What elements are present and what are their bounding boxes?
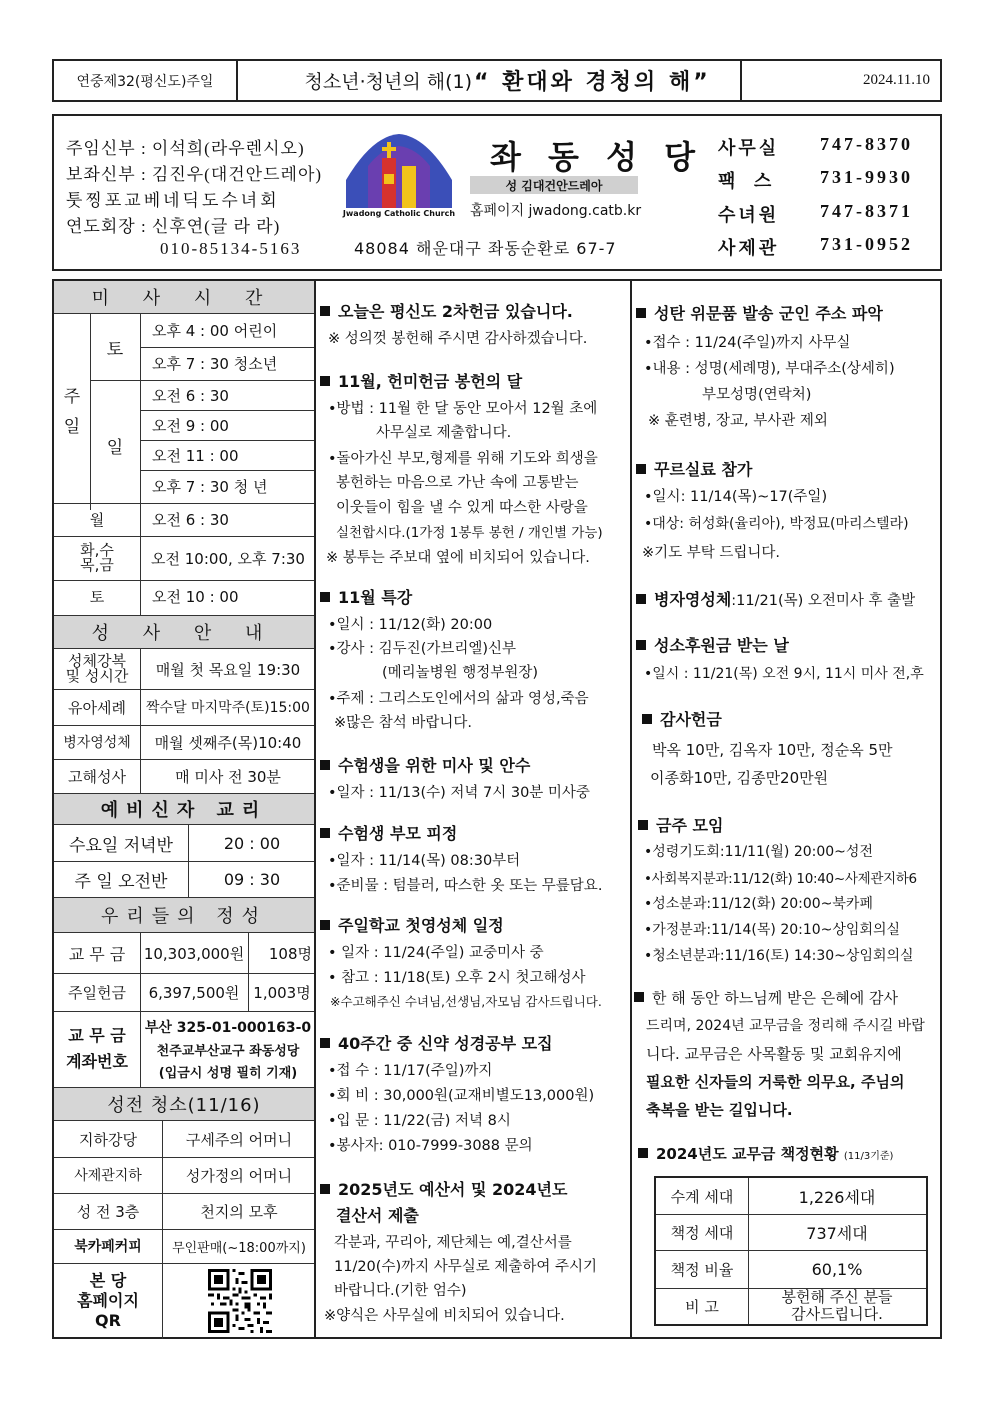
table-label-2: 책정 세대 — [670, 1223, 734, 1242]
notice-text: •봉사자: 010-7999-3088 문의 — [328, 1138, 533, 1154]
saturday-label: 토 — [106, 339, 124, 360]
contact-label-rectory: 사제관 — [718, 238, 780, 258]
liturgical-week: 연중제32(평신도)주일 — [76, 73, 214, 90]
notice-text: •일시 : 11/21(목) 오전 9시, 11시 미사 전,후 — [644, 666, 924, 682]
notice-text: • 참고 : 11/18(토) 오후 2시 첫고해성사 — [328, 970, 586, 986]
notice-text: 필요한 신자들의 거룩한 의무요, 주님의 — [646, 1073, 905, 1091]
offering-label-2: 주일헌금 — [68, 983, 126, 1002]
chairman-phone: 010-85134-5163 — [160, 239, 302, 258]
contact-number-office: 747-8370 — [820, 134, 913, 154]
notice-text: 봉헌하는 마음으로 가난 속에 고통받는 — [336, 475, 579, 491]
square-bullet-icon — [638, 1148, 648, 1158]
right-column — [632, 279, 942, 1339]
sacrament-label-1: 성체강복 및 성시간 — [65, 652, 129, 685]
table-value-1: 1,226세대 — [798, 1187, 876, 1207]
contact-number-convent: 747-8371 — [820, 201, 913, 221]
table-value-2: 737세대 — [806, 1223, 868, 1243]
square-bullet-icon — [636, 640, 646, 650]
qr-label: 본 당 홈페이지 QR — [77, 1271, 139, 1330]
cleaning-group-4: 무인판매(~18:00까지) — [172, 1240, 306, 1256]
contact-label-fax: 팩 스 — [718, 171, 779, 191]
square-bullet-icon — [636, 594, 646, 604]
middle-column — [314, 279, 632, 1339]
notice-text: •돌아가신 부모,형제를 위해 기도와 희생을 — [328, 451, 598, 467]
sacrament-label-2: 유아세례 — [68, 698, 126, 717]
year-theme: 청소년·청년의 해(1) — [304, 71, 472, 93]
table-label-4: 비 고 — [685, 1297, 719, 1316]
notice-text: •방법 : 11월 한 달 동안 모아서 12월 초에 — [328, 401, 598, 417]
notice-text: •성소분과:11/12(화) 20:00~북카페 — [644, 896, 873, 912]
tithe-status-table — [654, 1176, 928, 1326]
notice-first-communion: 주일학교 첫영성체 일정 — [320, 913, 504, 936]
notice-text: 실천합시다.(1가정 1봉투 봉헌 / 개인별 가능) — [336, 525, 603, 541]
square-bullet-icon — [320, 1184, 330, 1194]
notice-text: ※수고해주신 수녀님,선생님,자모님 감사드립니다. — [330, 994, 602, 1009]
offering-count-2: 1,003명 — [253, 983, 311, 1002]
notice-sick-communion: 병자영성체:11/21(목) 오전미사 후 출발 — [636, 587, 915, 610]
square-bullet-icon — [320, 592, 330, 602]
notice-thanks-offering: 감사헌금 — [642, 707, 722, 730]
patron-saint: 성 김대건안드레아 — [470, 176, 638, 194]
notice-text: 11/20(수)까지 사무실로 제출하여 주시기 — [334, 1259, 598, 1275]
notice-text: ※ 성의껏 봉헌해 주시면 감사하겠습니다. — [328, 331, 588, 347]
notice-parent-retreat: 수험생 부모 피정 — [320, 821, 457, 844]
table-label-3: 책정 비율 — [670, 1260, 734, 1279]
qr-code-icon — [208, 1269, 272, 1333]
notice-tithe-status: 2024년도 교무금 책정현황 (11/3기준) — [638, 1143, 893, 1164]
notice-bible-study: 40주간 중 신약 성경공부 모집 — [320, 1031, 553, 1054]
notice-text: •주제 : 그리스도인에서의 삶과 영성,죽음 — [328, 691, 589, 707]
notice-text: •강사 : 김두진(가브리엘)신부 — [328, 641, 517, 657]
notice-text: •청소년분과:11/16(토) 14:30~상임회의실 — [644, 948, 914, 964]
chairman: 연도회장 : 신후연(글 라 라) — [66, 217, 281, 236]
cleaning-place-3: 성 전 3층 — [76, 1202, 140, 1221]
account-number: 부산 325-01-000163-0 — [144, 1020, 312, 1036]
notice-exam-mass: 수험생을 위한 미사 및 안수 — [320, 753, 530, 776]
cleaning-title: 성전 청소(11/16) — [54, 1087, 314, 1121]
year-slogan: “ 환대와 경청의 해” — [474, 70, 711, 95]
cleaning-place-1: 지하강당 — [79, 1130, 137, 1149]
church-name: 좌 동 성 당 — [490, 138, 704, 176]
mass-sun-2: 오전 9 : 00 — [152, 416, 229, 435]
sunday-label: 주 일 — [63, 387, 81, 437]
church-header — [52, 114, 942, 271]
notice-text: •접 수 : 11/17(주일)까지 — [328, 1063, 493, 1079]
square-bullet-icon — [320, 1038, 330, 1048]
notice-text: ※많은 참석 바랍니다. — [334, 715, 473, 731]
church-address: 48084 해운대구 좌동순환로 67-7 — [354, 239, 617, 258]
notice-text: •내용 : 성명(세례명), 부대주소(상세히) — [644, 361, 895, 377]
mass-sat-weekday: 오전 10 : 00 — [152, 588, 239, 606]
notice-weekly-meetings: 금주 모임 — [638, 813, 723, 836]
mass-monday: 오전 6 : 30 — [152, 511, 229, 529]
notice-text: ※양식은 사무실에 비치되어 있습니다. — [324, 1308, 565, 1324]
contact-number-fax: 731-9930 — [820, 167, 913, 187]
notice-text: 바랍니다.(기한 엄수) — [334, 1283, 467, 1299]
notice-rice-offering: 11월, 헌미헌금 봉헌의 달 — [320, 369, 522, 392]
notice-text: 이웃들이 힘을 낼 수 있게 따스한 사랑을 — [336, 500, 588, 516]
homepage-url[interactable]: 홈페이지 jwadong.catb.kr — [470, 203, 642, 219]
account-note: (입금시 성명 필히 기재) — [158, 1065, 298, 1081]
square-bullet-icon — [636, 308, 646, 318]
notice-text: 드리며, 2024년 교무금을 정리해 주시길 바랍 — [646, 1018, 925, 1034]
notice-text: •일자 : 11/13(수) 저녁 7시 30분 미사중 — [328, 785, 590, 801]
sacrament-value-3: 매월 셋째주(목)10:40 — [154, 733, 302, 752]
church-logo-icon — [342, 130, 456, 220]
notice-text: •일자 : 11/14(목) 08:30부터 — [328, 853, 521, 869]
sacrament-value-2: 짝수달 마지막주(토)15:00 — [146, 700, 310, 716]
assistant-priest: 보좌신부 : 김진우(대건안드레아) — [66, 165, 323, 184]
square-bullet-icon — [320, 760, 330, 770]
contact-label-convent: 수녀원 — [718, 205, 780, 225]
mass-times-title: 미 사 시 간 — [54, 281, 314, 314]
catechism-label-2: 주 일 오전반 — [74, 871, 168, 892]
offering-amount-2: 6,397,500원 — [148, 983, 240, 1002]
offering-title: 우리들의 정성 — [54, 897, 314, 933]
notice-text: (메리놀병원 행정부원장) — [382, 665, 538, 681]
square-bullet-icon — [320, 376, 330, 386]
notice-text: ※ 훈련병, 장교, 부사관 제외 — [648, 413, 828, 429]
notice-text: ※ 봉투는 주보대 옆에 비치되어 있습니다. — [326, 550, 590, 566]
mass-sun-4: 오후 7 : 30 청 년 — [152, 478, 268, 496]
table-value-4: 봉헌해 주신 분들 감사드립니다. — [781, 1288, 893, 1323]
logo-caption: Jwadong Catholic Church — [342, 209, 456, 218]
square-bullet-icon — [320, 306, 330, 316]
notice-second-collection: 오늘은 평신도 2차헌금 있습니다. — [320, 299, 573, 322]
account-label: 교 무 금 계좌번호 — [66, 1026, 128, 1071]
homepage-qr-code[interactable] — [208, 1269, 272, 1333]
notice-text: 이종화10만, 김종만20만원 — [650, 769, 829, 787]
sacrament-title: 성 사 안 내 — [54, 615, 314, 649]
offering-amount-1: 10,303,000원 — [143, 944, 245, 963]
cleaning-group-3: 천지의 모후 — [200, 1202, 278, 1221]
notice-text: 사무실로 제출합니다. — [376, 425, 512, 441]
notice-tithe-message: 한 해 동안 하느님께 받은 은혜에 감사 — [634, 987, 898, 1008]
notice-text: 축복을 받는 길입니다. — [646, 1101, 793, 1119]
pastor: 주임신부 : 이석희(라우렌시오) — [66, 139, 305, 158]
notice-soldier-address: 성탄 위문품 발송 군인 주소 파악 — [636, 301, 883, 324]
sacrament-label-4: 고해성사 — [68, 767, 126, 786]
notice-text: • 일자 : 11/24(주일) 교중미사 중 — [328, 945, 544, 961]
catechism-value-2: 09 : 30 — [223, 869, 281, 889]
offering-count-1: 108명 — [268, 944, 312, 963]
notice-text: •사회복지분과:11/12(화) 10:40~사제관지하6 — [644, 871, 917, 887]
sacrament-value-4: 매 미사 전 30분 — [175, 767, 281, 786]
notice-text: •일시 : 11/12(화) 20:00 — [328, 617, 493, 633]
notice-budget: 2025년도 예산서 및 2024년도 — [320, 1177, 567, 1200]
notice-text: •가정분과:11/14(목) 20:10~상임회의실 — [644, 922, 901, 938]
square-bullet-icon — [642, 714, 652, 724]
square-bullet-icon — [320, 828, 330, 838]
notice-text: •대상: 허성화(율리아), 박정묘(마리스텔라) — [644, 516, 909, 532]
notice-text: •입 문 : 11/22(금) 저녁 8시 — [328, 1113, 511, 1129]
left-column — [52, 279, 314, 1339]
cleaning-place-2: 사제관지하 — [74, 1168, 142, 1184]
cleaning-group-1: 구세주의 어머니 — [185, 1130, 293, 1149]
notice-text: 각분과, 꾸리아, 제단체는 예,결산서를 — [334, 1235, 572, 1251]
contact-label-office: 사무실 — [718, 138, 780, 158]
sunday-day-label: 일 — [106, 437, 124, 458]
sacrament-value-1: 매월 첫 목요일 19:30 — [155, 660, 301, 679]
monday-label: 월 — [89, 511, 105, 529]
notice-text: 부모성명(연락처) — [702, 387, 812, 403]
table-label-1: 수계 세대 — [670, 1187, 734, 1206]
cleaning-place-4: 북카페커피 — [74, 1239, 142, 1255]
catechism-label-1: 수요일 저녁반 — [69, 835, 173, 856]
mass-sat-1: 오후 4 : 00 어린이 — [152, 322, 278, 340]
table-value-3: 60,1% — [811, 1259, 863, 1279]
square-bullet-icon — [634, 992, 644, 1002]
account-holder: 천주교부산교구 좌동성당 — [156, 1043, 300, 1059]
square-bullet-icon — [636, 464, 646, 474]
notice-text: •일시: 11/14(목)~17(주일) — [644, 489, 828, 505]
sat-weekday-label: 토 — [89, 588, 105, 606]
sisters: 툿찡포교베네딕도수녀회 — [66, 191, 280, 210]
mass-weekday: 오전 10:00, 오후 7:30 — [151, 549, 305, 568]
bulletin-date: 2024.11.10 — [863, 72, 930, 88]
mass-sun-3: 오전 11 : 00 — [152, 446, 239, 465]
notice-text: ※기도 부탁 드립니다. — [642, 545, 781, 561]
notice-text: •준비물 : 텀블러, 따스한 옷 또는 무릎담요. — [328, 878, 603, 894]
top-banner — [52, 59, 942, 102]
mass-sun-1: 오전 6 : 30 — [152, 386, 229, 405]
notice-text: •성령기도회:11/11(월) 20:00~성전 — [644, 844, 873, 860]
notice-vocation-donation: 성소후원금 받는 날 — [636, 633, 789, 656]
notice-text: •접수 : 11/24(주일)까지 사무실 — [644, 335, 851, 351]
notice-budget-title-2: 결산서 제출 — [336, 1206, 419, 1225]
sacrament-label-3: 병자영성체 — [63, 735, 131, 751]
weekday-label: 화,수 목,금 — [80, 541, 114, 574]
notice-text: •회 비 : 30,000원(교재비별도13,000원) — [328, 1088, 595, 1104]
mass-sat-2: 오후 7 : 30 청소년 — [152, 355, 278, 373]
offering-label-1: 교 무 금 — [68, 944, 126, 964]
square-bullet-icon — [320, 920, 330, 930]
cleaning-group-2: 성가정의 어머니 — [185, 1166, 293, 1185]
church-logo — [342, 130, 456, 220]
notice-text: 니다. 교무금은 사목활동 및 교회유지에 — [646, 1045, 902, 1063]
catechism-title: 예비신자 교리 — [54, 793, 314, 825]
notice-special-lecture: 11월 특강 — [320, 585, 412, 608]
square-bullet-icon — [638, 820, 648, 830]
contact-number-rectory: 731-0952 — [820, 234, 913, 254]
catechism-value-1: 20 : 00 — [223, 833, 281, 853]
notice-text: 박옥 10만, 김옥자 10만, 정순옥 5만 — [652, 741, 893, 759]
notice-cursillo: 꾸르실료 참가 — [636, 457, 752, 480]
